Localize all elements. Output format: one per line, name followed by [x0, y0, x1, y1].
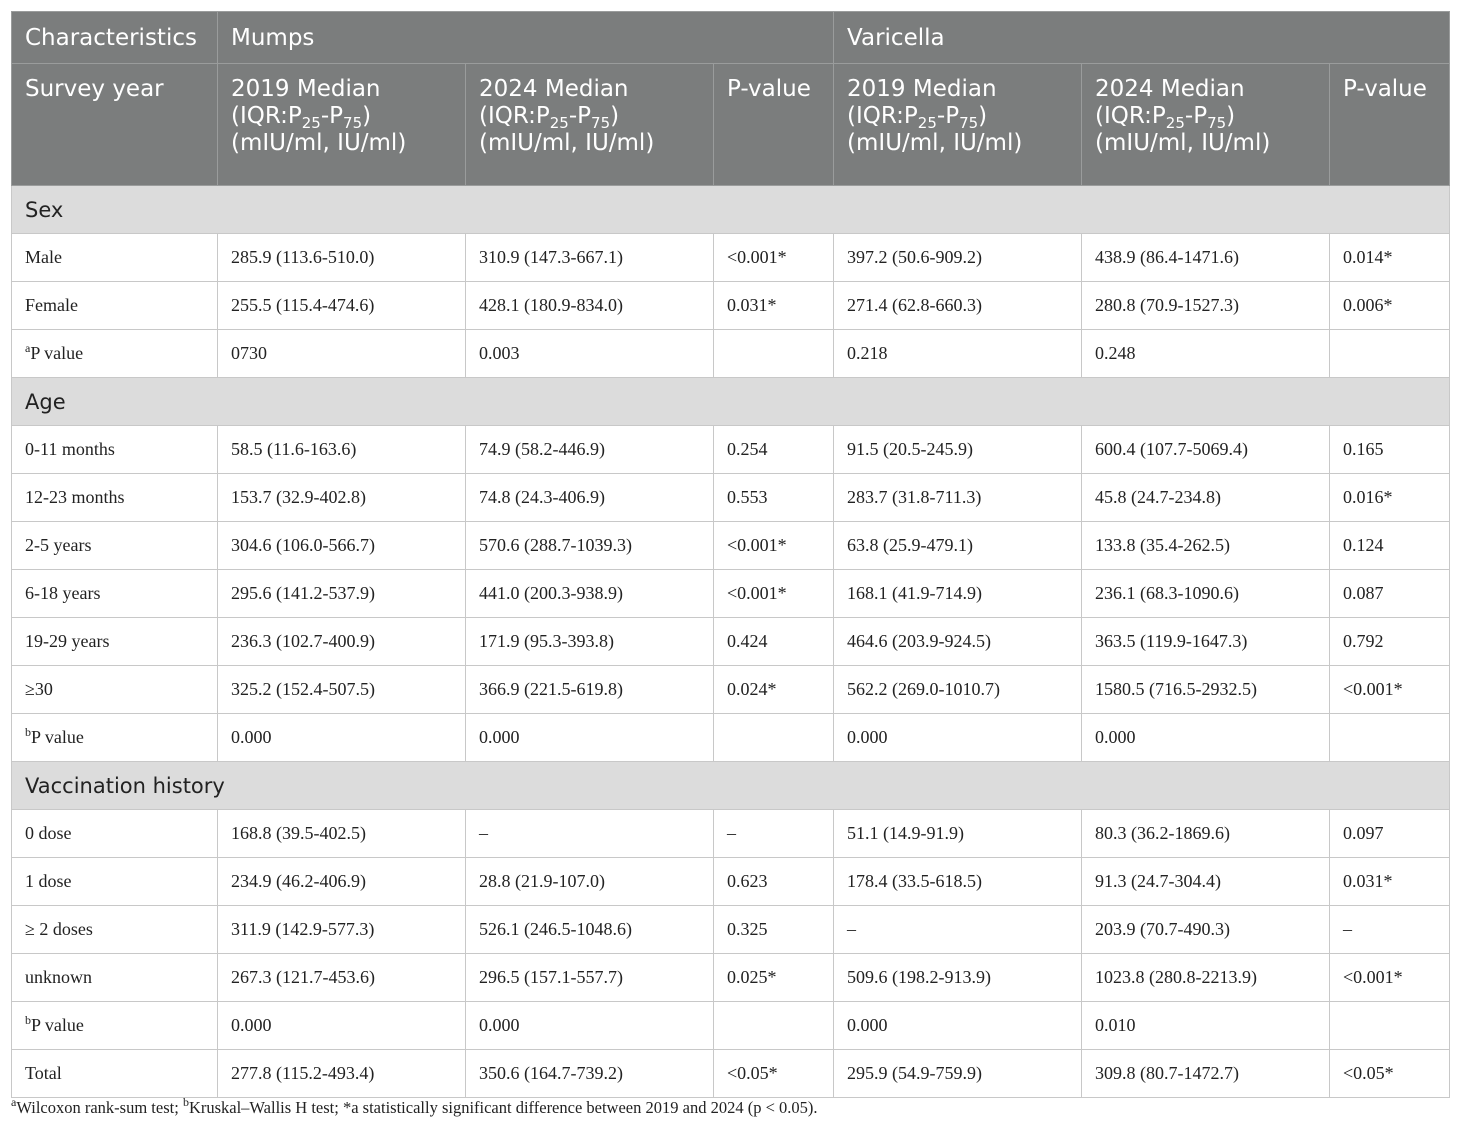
cell-varicella-pvalue: 0.124 — [1330, 522, 1450, 570]
cell-mumps-2019: 58.5 (11.6-163.6) — [218, 426, 466, 474]
cell-varicella-pvalue — [1330, 330, 1450, 378]
cell-mumps-pvalue: 0.254 — [714, 426, 834, 474]
cell-mumps-pvalue: 0.553 — [714, 474, 834, 522]
cell-mumps-pvalue: 0.424 — [714, 618, 834, 666]
header-iqr-close: ) — [610, 103, 620, 129]
cell-mumps-pvalue: 0.025* — [714, 954, 834, 1002]
section-header-vaccination — [12, 762, 1450, 810]
header-iqr-dash: -P — [320, 103, 344, 129]
cell-mumps-pvalue: <0.001* — [714, 234, 834, 282]
header-iqr-sub: 75 — [343, 114, 363, 132]
header-units: (mIU/ml, IU/ml) — [479, 130, 655, 156]
header-mumps: Mumps — [218, 12, 834, 64]
header-median-label: 2019 Median — [231, 76, 381, 102]
cell-varicella-2024: 1023.8 (280.8-2213.9) — [1082, 954, 1330, 1002]
cell-mumps-2024: 441.0 (200.3-938.9) — [466, 570, 714, 618]
cell-mumps-pvalue — [714, 330, 834, 378]
cell-mumps-2024: 0.000 — [466, 1002, 714, 1050]
row-label-text: P value — [30, 343, 84, 363]
header-mumps-2019 — [218, 64, 466, 186]
cell-mumps-2024: 310.9 (147.3-667.1) — [466, 234, 714, 282]
cell-mumps-pvalue: <0.001* — [714, 570, 834, 618]
header-units: (mIU/ml, IU/ml) — [231, 130, 407, 156]
cell-varicella-2019: 51.1 (14.9-91.9) — [834, 810, 1082, 858]
row-label: unknown — [12, 954, 218, 1002]
table-row — [12, 666, 1450, 714]
cell-varicella-2019: 0.000 — [834, 1002, 1082, 1050]
table-row-pvalue — [12, 1002, 1450, 1050]
cell-mumps-2024: 366.9 (221.5-619.8) — [466, 666, 714, 714]
cell-varicella-2024: 133.8 (35.4-262.5) — [1082, 522, 1330, 570]
cell-varicella-2024: 438.9 (86.4-1471.6) — [1082, 234, 1330, 282]
header-characteristics: Characteristics — [12, 12, 218, 64]
header-iqr-sub: 25 — [301, 114, 321, 132]
header-row-columns — [12, 64, 1450, 186]
row-label: Total — [12, 1050, 218, 1098]
cell-mumps-2019: 255.5 (115.4-474.6) — [218, 282, 466, 330]
table-row — [12, 282, 1450, 330]
cell-varicella-2024: 0.248 — [1082, 330, 1330, 378]
row-label — [12, 1002, 218, 1050]
row-label: 1 dose — [12, 858, 218, 906]
cell-mumps-2019: 0730 — [218, 330, 466, 378]
cell-mumps-2019: 0.000 — [218, 714, 466, 762]
row-label: 19-29 years — [12, 618, 218, 666]
footnote-marker: b — [25, 1013, 31, 1027]
cell-varicella-2019: 63.8 (25.9-479.1) — [834, 522, 1082, 570]
cell-mumps-2019: 311.9 (142.9-577.3) — [218, 906, 466, 954]
row-label: Male — [12, 234, 218, 282]
cell-varicella-2024: 0.010 — [1082, 1002, 1330, 1050]
cell-mumps-pvalue: – — [714, 810, 834, 858]
section-title: Age — [12, 378, 1450, 426]
header-varicella: Varicella — [834, 12, 1450, 64]
header-varicella-2019 — [834, 64, 1082, 186]
section-title: Sex — [12, 186, 1450, 234]
row-label: Female — [12, 282, 218, 330]
header-iqr-dash: -P — [936, 103, 960, 129]
header-iqr-sub: 75 — [1207, 114, 1227, 132]
cell-varicella-pvalue: <0.05* — [1330, 1050, 1450, 1098]
row-label — [12, 330, 218, 378]
header-iqr-close: ) — [362, 103, 372, 129]
row-label-text: P value — [31, 727, 84, 747]
header-varicella-pvalue: P-value — [1330, 64, 1450, 186]
cell-mumps-pvalue: 0.024* — [714, 666, 834, 714]
header-iqr-sub: 75 — [591, 114, 611, 132]
cell-mumps-pvalue — [714, 714, 834, 762]
cell-varicella-2019: 509.6 (198.2-913.9) — [834, 954, 1082, 1002]
cell-varicella-2019: – — [834, 906, 1082, 954]
header-row-disease — [12, 12, 1450, 64]
cell-mumps-2024: 428.1 (180.9-834.0) — [466, 282, 714, 330]
cell-varicella-pvalue — [1330, 1002, 1450, 1050]
header-varicella-2024 — [1082, 64, 1330, 186]
cell-mumps-2024: 526.1 (246.5-1048.6) — [466, 906, 714, 954]
header-iqr-sub: 25 — [1165, 114, 1185, 132]
cell-mumps-2019: 285.9 (113.6-510.0) — [218, 234, 466, 282]
results-table — [11, 11, 1450, 1098]
cell-mumps-2019: 295.6 (141.2-537.9) — [218, 570, 466, 618]
cell-mumps-2024: 28.8 (21.9-107.0) — [466, 858, 714, 906]
table-row-pvalue — [12, 714, 1450, 762]
header-iqr-sub: 25 — [917, 114, 937, 132]
section-vaccination-history — [12, 762, 1450, 1098]
cell-mumps-2019: 325.2 (152.4-507.5) — [218, 666, 466, 714]
cell-mumps-pvalue: <0.05* — [714, 1050, 834, 1098]
table-row — [12, 234, 1450, 282]
row-label: 0 dose — [12, 810, 218, 858]
cell-mumps-2019: 153.7 (32.9-402.8) — [218, 474, 466, 522]
cell-mumps-2024: 296.5 (157.1-557.7) — [466, 954, 714, 1002]
header-units: (mIU/ml, IU/ml) — [1095, 130, 1271, 156]
footnote-marker: a — [25, 341, 31, 355]
table-row — [12, 954, 1450, 1002]
cell-varicella-2024: 236.1 (68.3-1090.6) — [1082, 570, 1330, 618]
cell-mumps-2019: 234.9 (46.2-406.9) — [218, 858, 466, 906]
cell-varicella-2019: 397.2 (50.6-909.2) — [834, 234, 1082, 282]
header-iqr-close: ) — [978, 103, 988, 129]
cell-mumps-2019: 0.000 — [218, 1002, 466, 1050]
cell-mumps-2024: 74.8 (24.3-406.9) — [466, 474, 714, 522]
cell-varicella-2024: 45.8 (24.7-234.8) — [1082, 474, 1330, 522]
cell-mumps-pvalue — [714, 1002, 834, 1050]
section-age — [12, 378, 1450, 762]
cell-mumps-pvalue: 0.031* — [714, 282, 834, 330]
cell-varicella-2019: 91.5 (20.5-245.9) — [834, 426, 1082, 474]
footnote-text-b: Kruskal–Wallis H test; *a statistically significant difference between 2019 and 2024 (p < 0.05). — [188, 1098, 818, 1117]
cell-varicella-2019: 0.000 — [834, 714, 1082, 762]
row-label: 2-5 years — [12, 522, 218, 570]
cell-varicella-pvalue: 0.006* — [1330, 282, 1450, 330]
cell-mumps-2024: 570.6 (288.7-1039.3) — [466, 522, 714, 570]
cell-varicella-pvalue: – — [1330, 906, 1450, 954]
cell-varicella-2019: 0.218 — [834, 330, 1082, 378]
cell-varicella-2019: 283.7 (31.8-711.3) — [834, 474, 1082, 522]
table-row-pvalue — [12, 330, 1450, 378]
header-survey-year: Survey year — [12, 64, 218, 186]
cell-mumps-2019: 267.3 (121.7-453.6) — [218, 954, 466, 1002]
cell-varicella-pvalue: 0.792 — [1330, 618, 1450, 666]
cell-mumps-2019: 277.8 (115.2-493.4) — [218, 1050, 466, 1098]
cell-varicella-2024: 1580.5 (716.5-2932.5) — [1082, 666, 1330, 714]
cell-varicella-2019: 271.4 (62.8-660.3) — [834, 282, 1082, 330]
footnote-marker-b: b — [182, 1095, 189, 1109]
footnote-marker-a: a — [11, 1095, 17, 1109]
section-title: Vaccination history — [12, 762, 1450, 810]
cell-varicella-pvalue: 0.097 — [1330, 810, 1450, 858]
header-iqr-label: (IQR:P — [1095, 103, 1166, 129]
cell-varicella-pvalue: 0.014* — [1330, 234, 1450, 282]
cell-varicella-pvalue: 0.031* — [1330, 858, 1450, 906]
section-sex — [12, 186, 1450, 378]
cell-varicella-pvalue: 0.165 — [1330, 426, 1450, 474]
header-iqr-close: ) — [1226, 103, 1236, 129]
table-row — [12, 474, 1450, 522]
table-row — [12, 426, 1450, 474]
cell-mumps-2019: 236.3 (102.7-400.9) — [218, 618, 466, 666]
cell-varicella-2019: 562.2 (269.0-1010.7) — [834, 666, 1082, 714]
row-label: ≥ 2 doses — [12, 906, 218, 954]
cell-varicella-2024: 309.8 (80.7-1472.7) — [1082, 1050, 1330, 1098]
cell-varicella-pvalue: 0.016* — [1330, 474, 1450, 522]
cell-varicella-pvalue — [1330, 714, 1450, 762]
cell-varicella-2024: 203.9 (70.7-490.3) — [1082, 906, 1330, 954]
row-label: ≥30 — [12, 666, 218, 714]
header-mumps-2024 — [466, 64, 714, 186]
header-median-label: 2019 Median — [847, 76, 997, 102]
cell-mumps-pvalue: <0.001* — [714, 522, 834, 570]
cell-varicella-2024: 600.4 (107.7-5069.4) — [1082, 426, 1330, 474]
header-units: (mIU/ml, IU/ml) — [847, 130, 1023, 156]
cell-varicella-2024: 280.8 (70.9-1527.3) — [1082, 282, 1330, 330]
header-iqr-label: (IQR:P — [231, 103, 302, 129]
cell-mumps-2024: 0.000 — [466, 714, 714, 762]
table-row — [12, 906, 1450, 954]
header-iqr-sub: 75 — [959, 114, 979, 132]
table-row — [12, 858, 1450, 906]
table-row — [12, 570, 1450, 618]
cell-varicella-pvalue: <0.001* — [1330, 954, 1450, 1002]
table-header — [12, 12, 1450, 186]
header-iqr-label: (IQR:P — [479, 103, 550, 129]
row-label — [12, 714, 218, 762]
cell-varicella-2024: 91.3 (24.7-304.4) — [1082, 858, 1330, 906]
header-iqr-dash: -P — [1184, 103, 1208, 129]
footnote-marker: b — [25, 725, 31, 739]
cell-mumps-2024: 0.003 — [466, 330, 714, 378]
header-iqr-dash: -P — [568, 103, 592, 129]
cell-mumps-2024: 350.6 (164.7-739.2) — [466, 1050, 714, 1098]
cell-varicella-2019: 168.1 (41.9-714.9) — [834, 570, 1082, 618]
cell-mumps-2019: 304.6 (106.0-566.7) — [218, 522, 466, 570]
row-label: 12-23 months — [12, 474, 218, 522]
table-row-total — [12, 1050, 1450, 1098]
cell-varicella-pvalue: 0.087 — [1330, 570, 1450, 618]
cell-varicella-2019: 295.9 (54.9-759.9) — [834, 1050, 1082, 1098]
cell-mumps-2024: 74.9 (58.2-446.9) — [466, 426, 714, 474]
table-row — [12, 810, 1450, 858]
header-iqr-sub: 25 — [549, 114, 569, 132]
cell-mumps-pvalue: 0.623 — [714, 858, 834, 906]
section-header-age — [12, 378, 1450, 426]
section-header-sex — [12, 186, 1450, 234]
cell-varicella-pvalue: <0.001* — [1330, 666, 1450, 714]
header-mumps-pvalue: P-value — [714, 64, 834, 186]
cell-varicella-2024: 363.5 (119.9-1647.3) — [1082, 618, 1330, 666]
cell-mumps-2024: 171.9 (95.3-393.8) — [466, 618, 714, 666]
row-label: 0-11 months — [12, 426, 218, 474]
cell-varicella-2024: 80.3 (36.2-1869.6) — [1082, 810, 1330, 858]
cell-varicella-2024: 0.000 — [1082, 714, 1330, 762]
table-footnote — [11, 1095, 818, 1118]
row-label-text: P value — [31, 1015, 84, 1035]
header-median-label: 2024 Median — [479, 76, 629, 102]
cell-mumps-2024: – — [466, 810, 714, 858]
cell-varicella-2019: 178.4 (33.5-618.5) — [834, 858, 1082, 906]
cell-mumps-pvalue: 0.325 — [714, 906, 834, 954]
table-row — [12, 618, 1450, 666]
cell-mumps-2019: 168.8 (39.5-402.5) — [218, 810, 466, 858]
header-median-label: 2024 Median — [1095, 76, 1245, 102]
cell-varicella-2019: 464.6 (203.9-924.5) — [834, 618, 1082, 666]
row-label: 6-18 years — [12, 570, 218, 618]
header-iqr-label: (IQR:P — [847, 103, 918, 129]
table-row — [12, 522, 1450, 570]
footnote-text-a: Wilcoxon rank-sum test; — [16, 1098, 183, 1117]
